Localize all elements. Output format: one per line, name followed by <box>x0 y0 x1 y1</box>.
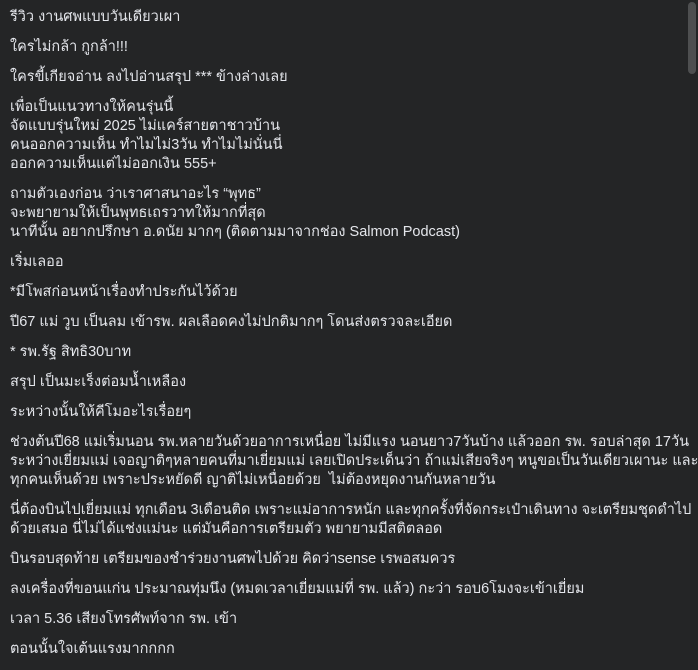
text-line: จะพยายามให้เป็นพุทธเถรวาทให้มากที่สุด <box>10 205 266 221</box>
text-line: ตอนนั้นใจเต้นแรงมากกกก <box>10 641 175 657</box>
text-line: เพื่อเป็นแนวทางให้คนรุ่นนี้ <box>10 99 174 115</box>
paragraph <box>10 313 682 332</box>
paragraph <box>10 403 682 422</box>
text-line: ใครขี้เกียจอ่าน ลงไปอ่านสรุป *** ข้างล่างเลย <box>10 69 288 85</box>
paragraph <box>10 68 682 87</box>
text-line: *มีโพสก่อนหน้าเรื่องทำประกันไว้ด้วย <box>10 284 238 300</box>
paragraph <box>10 610 682 629</box>
text-line: บินรอบสุดท้าย เตรียมของชำร่วยงานศพไปด้วย คิดว่าsense เรพอสมควร <box>10 551 456 567</box>
text-line: ช่วงต้นปี68 แม่เริ่มนอน รพ.หลายวันด้วยอาการเหนื่อย ไม่มีแรง นอนยาว7วันบ้าง แล้วออก รพ. รอบล่าสุด 17วัน <box>10 434 690 450</box>
paragraph <box>10 433 698 490</box>
text-line: ระหว่างเยี่ยมแม่ เจอญาติๆหลายคนที่มาเยี่ยมแม่ เลยเปิดประเด็นว่า ถ้าแม่เสียจริงๆ หนูขอเป็นวันเดียวเผานะ และ <box>10 453 698 469</box>
text-line: ลงเครื่องที่ขอนแก่น ประมาณทุ่มนึง (หมดเวลาเยี่ยมแม่ที่ รพ. แล้ว) กะว่า รอบ6โมงจะเข้าเยี่ยม <box>10 581 585 597</box>
text-line: * รพ.รัฐ สิทธิ30บาท <box>10 344 132 360</box>
paragraph <box>10 580 682 599</box>
text-line: ทุกคนเห็นด้วย เพราะประหยัดดี ญาติไม่เหนื่อยด้วย ไม่ต้องหยุดงานกันหลายวัน <box>10 472 496 488</box>
text-line: คนออกความเห็น ทำไมไม่3วัน ทำไมไม่นั่นนี่ <box>10 137 283 153</box>
scrollbar[interactable] <box>688 0 696 630</box>
paragraph <box>10 253 682 272</box>
text-line: ถามตัวเองก่อน ว่าเราศาสนาอะไร “พุทธ” <box>10 186 261 202</box>
text-line: นาทีนั้น อยากปรึกษา อ.ดนัย มากๆ (ติดตามมาจากช่อง Salmon Podcast) <box>10 224 460 240</box>
paragraph-title <box>10 8 682 27</box>
text-line: สรุป เป็นมะเร็งต่อมน้ำเหลือง <box>10 374 187 390</box>
paragraph <box>10 640 682 659</box>
text-line: ระหว่างนั้นให้คีโมอะไรเรื่อยๆ <box>10 404 192 420</box>
paragraph <box>10 98 682 174</box>
paragraph <box>10 501 692 539</box>
post-title: รีวิว งานศพแบบวันเดียวเผา <box>10 9 181 25</box>
text-line: ใครไม่กล้า กูกล้า!!! <box>10 39 128 55</box>
paragraph <box>10 343 682 362</box>
text-line: เวลา 5.36 เสียงโทรศัพท์จาก รพ. เข้า <box>10 611 238 627</box>
text-line: ด้วยเสมอ นี่ไม่ได้แช่งแม่นะ แต่มันคือการเตรียมตัว พยายามมีสติตลอด <box>10 521 443 537</box>
post-text <box>10 8 698 670</box>
paragraph <box>10 283 682 302</box>
text-line: ปี67 แม่ วูบ เป็นลม เข้ารพ. ผลเลือดคงไม่ปกติมากๆ โดนส่งตรวจละเอียด <box>10 314 453 330</box>
text-line: นี่ต้องบินไปเยี่ยมแม่ ทุกเดือน 3เดือนติด เพราะแม่อาการหนัก และทุกครั้งที่จัดกระเป๋าเดินทาง จะเตรียมชุดดำไป <box>10 502 692 518</box>
text-line: เริ่มเลออ <box>10 254 64 270</box>
paragraph <box>10 38 682 57</box>
text-line: ออกความเห็นแต่ไม่ออกเงิน 555+ <box>10 156 217 172</box>
paragraph <box>10 373 682 392</box>
text-line: จัดแบบรุ่นใหม่ 2025 ไม่แคร์สายตาชาวบ้าน <box>10 118 280 134</box>
paragraph <box>10 550 682 569</box>
paragraph <box>10 185 682 242</box>
scrollbar-thumb[interactable] <box>688 2 696 74</box>
